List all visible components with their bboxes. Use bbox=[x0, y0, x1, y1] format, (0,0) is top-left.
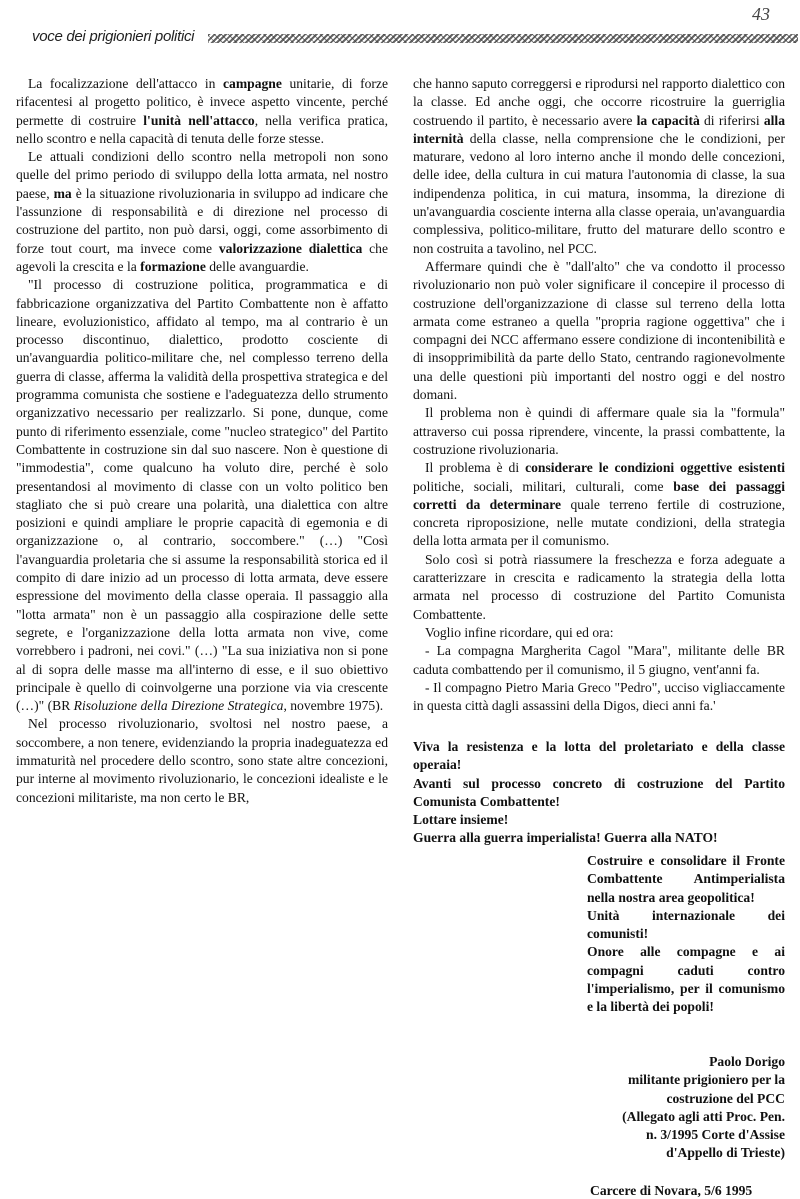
slogan: Onore alle compagne e ai compagni caduti contro l'imperialismo, per il comunismo e la libertà dei popoli! bbox=[587, 944, 785, 1015]
slogan: Viva la resistenza e la lotta del proletariato e della classe operaia! bbox=[413, 739, 785, 773]
paragraph: - La compagna Margherita Cagol "Mara", militante delle BR caduta combattendo per il comunismo, il 5 giugno, vent'anni fa. bbox=[413, 643, 785, 677]
indented-slogans bbox=[587, 852, 785, 1017]
left-column bbox=[16, 75, 388, 807]
slogan: Costruire e consolidare il Fronte Combattente Antimperialista nella nostra area geopolitica! bbox=[587, 853, 785, 905]
author-name: Paolo Dorigo bbox=[709, 1054, 785, 1069]
quotation-paragraph: "Il processo di costruzione politica, programmatica e di fabbricazione organizzativa del Partito Combattente non è affatto lineare, evoluzionistico, affidato al tempo, ma al contrario è un processo discontinuo, dialettico, prodotto cosciente di un'avanguardia politico-militare che, nel complesso terreno della guerra di classe, afferma la validità della prospettiva strategica e del programma comunista che sostiene e l'adeguatezza dello strumento organizzativo necessario per realizzarlo. Si pone, dunque, come punto di riferimento essenziale, come "nucleo strategico" del Partito Combattente in costruzione sin dal suo nascere. Non è questione di "immodestia", come qualcuno ha voluto dire, perché è solo presentandosi al movimento di classe con un volto politico ben stagliato che si può creare una polarità, una dialettica con altre posizioni e quindi ampliare le proprie capacità di egemonia e di organizzazione o, al contrario, soccombere." (…) "Così l'avanguardia proletaria che si assume la responsabilità storica ed il compito di dare inizio ad un processo di lotta armata, deve essere espressione del movimento della classe operaia. Il passaggio alla "lotta armata" non è un passaggio alla cospirazione delle sette segrete, e l'organizzazione della lotta armata non vive, come vorrebbero i padroni, nei covi." (…) "La sua iniziativa non si pone al di sopra delle masse ma all'interno di esse, e il suo obiettivo principale è quello di coinvolgerne una porzione via via crescente (…)" (BR Risoluzione della Direzione Strategica, novembre 1975). bbox=[16, 277, 388, 714]
right-column bbox=[413, 75, 785, 715]
place-date: Carcere di Novara, 5/6 1995 bbox=[590, 1183, 753, 1198]
legal-note: d'Appello di Trieste) bbox=[666, 1145, 785, 1161]
decorative-band bbox=[208, 34, 798, 43]
paragraph: Le attuali condizioni dello scontro nella metropoli non sono quelle del primo periodo di sviluppo della lotta armata, nel nostro paese, ma è la situazione rivoluzionaria in sviluppo ad indicare che l'assunzione di responsabilità e di direzione nel processo di costruzione del partito, non può darsi, oggi, come assorbimento di forze tout court, ma invece come valorizzazione dialettica che agevoli la crescita e la formazione delle avanguardie. bbox=[16, 149, 388, 274]
paragraph: La focalizzazione dell'attacco in campagne unitarie, di forze rifacentesi al progetto politico, è invece aspetto vincente, perché permette di costruire l'unità nell'attacco, nella verifica pratica, nello scontro e nella capacità di tenuta delle forze stesse. bbox=[16, 76, 388, 146]
paragraph: - Il compagno Pietro Maria Greco "Pedro", ucciso vigliaccamente in questa città dagli assassini della Digos, dieci anni fa.' bbox=[413, 679, 785, 714]
paragraph: Il problema è di considerare le condizioni oggettive esistenti politiche, sociali, militari, culturali, come base dei passaggi corretti da determinare quale terreno fertile di costruzione, concreta riproposizione, nelle mutate condizioni, della strategia della lotta armata per il comunismo. bbox=[413, 460, 786, 549]
author-role: militante prigioniero per la bbox=[628, 1072, 785, 1088]
paragraph: Solo così si potrà riassumere la freschezza e forza adeguate a caratterizzare in crescita e radicamento la strategia della lotta armata nel processo di costruzione del Partito Comunista Combattente. bbox=[413, 551, 785, 622]
paragraph: Affermare quindi che è "dall'alto" che va condotto il processo rivoluzionario non può voler significare il concepire il processo di costruzione dell'organizzazione di classe sul terreno della lotta armata come estraneo a quella "propria ragione oggettiva" che i compagni dei NCC affermano essere condizione di incontenibilità e di insopprimibilità da parte dello Stato, centrando ragionevolmente una delle questioni più importanti del nostro oggi e del nostro domani. bbox=[413, 258, 785, 403]
paragraph: Nel processo rivoluzionario, svoltosi nel nostro paese, a soccombere, a non tenere, evidenziando la propria inadeguatezza ed immaturità nel procedere dello scontro, sono state altre concezioni, pur interne al movimento rivoluzionario, le concezioni idealiste e le concezioni militariste, ma non certo le BR, bbox=[16, 716, 388, 805]
legal-note: n. 3/1995 Corte d'Assise bbox=[646, 1127, 785, 1143]
slogan: Lottare insieme! bbox=[413, 812, 509, 828]
slogan: Avanti sul processo concreto di costruzione del Partito Comunista Combattente! bbox=[413, 775, 785, 809]
slogan: Unità internazionale dei comunisti! bbox=[587, 907, 785, 942]
running-title: voce dei prigionieri politici bbox=[32, 28, 195, 45]
signature-block bbox=[555, 1053, 785, 1163]
slogan: Guerra alla guerra imperialista! Guerra alla NATO! bbox=[413, 830, 718, 846]
running-header bbox=[18, 28, 798, 48]
paragraph: che hanno saputo correggersi e riprodursi nel rapporto dialettico con la classe. Ed anche oggi, che occorre ricostruire la guerriglia costruendo il partito, è necessario avere la capacità di riferirsi alla internità della classe, nella comprensione che le condizioni, per maturare, vedono al loro interno anche il mondo delle concezioni, delle idee, della cultura in cui matura l'autonomia di classe, la sua indipendenza politica, in cui matura, insomma, la direzione di un'avanguardia cosciente interna alla classe operaia, un'avanguardia complessiva, politico-militare, frutto del maturare dello scontro e non costruita a tavolino, nel PCC. bbox=[413, 76, 785, 256]
legal-note: (Allegato agli atti Proc. Pen. bbox=[622, 1108, 785, 1124]
paragraph: Voglio infine ricordare, qui ed ora: bbox=[425, 624, 614, 640]
paragraph: Il problema non è quindi di affermare quale sia la "formula" attraverso cui possa riprendere, vincente, la prassi combattente, la costruzione rivoluzionaria. bbox=[413, 405, 785, 457]
closing-slogans bbox=[413, 738, 785, 848]
page-number: 43 bbox=[752, 4, 770, 24]
author-role: costruzione del PCC bbox=[666, 1090, 785, 1106]
